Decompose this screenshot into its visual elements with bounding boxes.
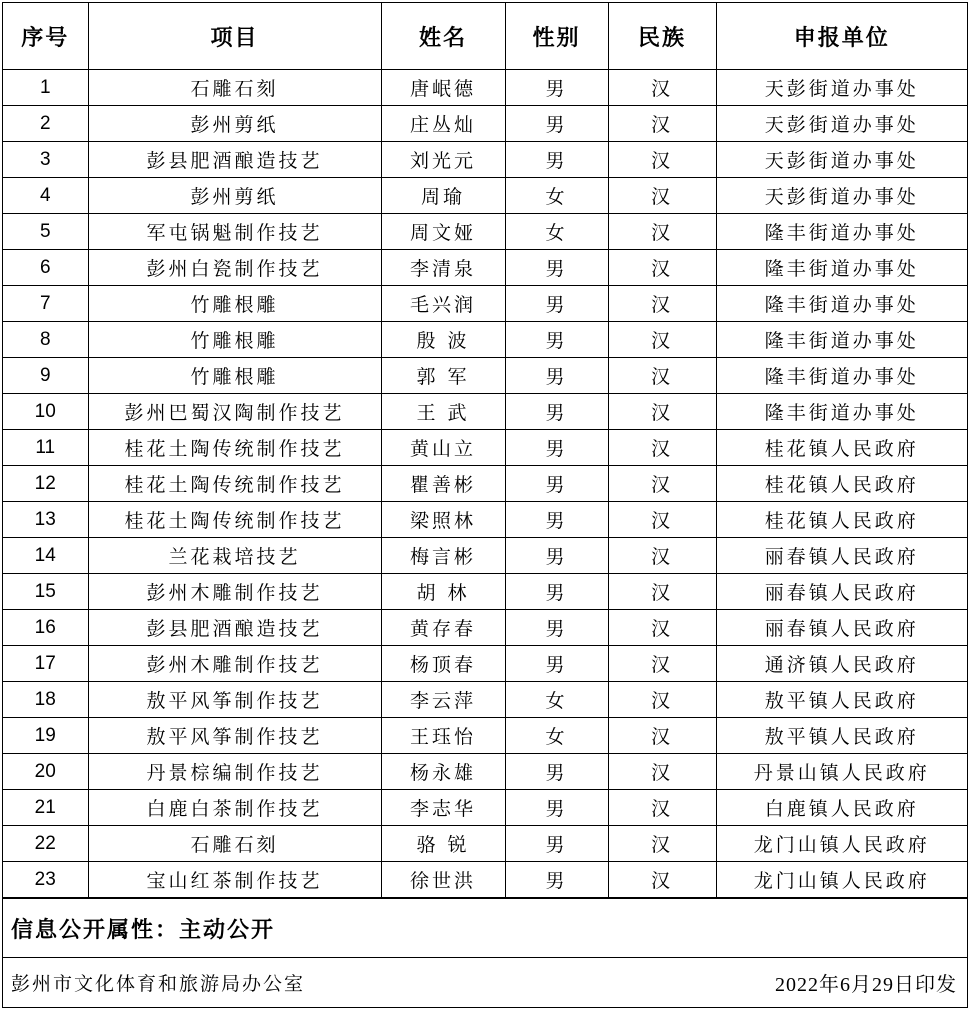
cell-ethnicity: 汉 xyxy=(608,142,716,178)
issue-date: 2022年6月29日印发 xyxy=(775,973,957,996)
table-row xyxy=(3,502,967,538)
header-unit: 申报单位 xyxy=(716,3,967,70)
table-row xyxy=(3,178,967,214)
cell-gender: 男 xyxy=(505,106,608,142)
cell-project: 桂花土陶传统制作技艺 xyxy=(88,430,381,466)
cell-project: 彭州剪纸 xyxy=(88,106,381,142)
cell-serial: 18 xyxy=(3,682,88,718)
cell-serial: 6 xyxy=(3,250,88,286)
cell-name: 周瑜 xyxy=(381,178,505,214)
cell-ethnicity: 汉 xyxy=(608,718,716,754)
cell-ethnicity: 汉 xyxy=(608,646,716,682)
cell-unit: 丽春镇人民政府 xyxy=(716,610,967,646)
cell-name: 徐世洪 xyxy=(381,862,505,898)
cell-gender: 女 xyxy=(505,682,608,718)
cell-ethnicity: 汉 xyxy=(608,862,716,898)
cell-name: 骆 锐 xyxy=(381,826,505,862)
table-row xyxy=(3,826,967,862)
table-row xyxy=(3,142,967,178)
header-name: 姓名 xyxy=(381,3,505,70)
cell-gender: 男 xyxy=(505,322,608,358)
footer xyxy=(3,958,967,1006)
cell-gender: 男 xyxy=(505,142,608,178)
cell-ethnicity: 汉 xyxy=(608,250,716,286)
cell-gender: 男 xyxy=(505,574,608,610)
cell-gender: 男 xyxy=(505,754,608,790)
cell-unit: 天彭街道办事处 xyxy=(716,106,967,142)
cell-unit: 桂花镇人民政府 xyxy=(716,502,967,538)
cell-serial: 3 xyxy=(3,142,88,178)
cell-serial: 23 xyxy=(3,862,88,898)
cell-project: 石雕石刻 xyxy=(88,826,381,862)
cell-ethnicity: 汉 xyxy=(608,430,716,466)
cell-name: 胡 林 xyxy=(381,574,505,610)
cell-gender: 女 xyxy=(505,178,608,214)
cell-serial: 17 xyxy=(3,646,88,682)
cell-name: 李清泉 xyxy=(381,250,505,286)
cell-serial: 4 xyxy=(3,178,88,214)
table-row xyxy=(3,538,967,574)
cell-serial: 11 xyxy=(3,430,88,466)
cell-project: 彭州木雕制作技艺 xyxy=(88,574,381,610)
cell-gender: 男 xyxy=(505,358,608,394)
cell-name: 王珏怡 xyxy=(381,718,505,754)
cell-ethnicity: 汉 xyxy=(608,394,716,430)
cell-gender: 男 xyxy=(505,70,608,106)
cell-serial: 19 xyxy=(3,718,88,754)
cell-project: 石雕石刻 xyxy=(88,70,381,106)
table-row xyxy=(3,862,967,898)
cell-gender: 男 xyxy=(505,430,608,466)
table-row xyxy=(3,358,967,394)
cell-ethnicity: 汉 xyxy=(608,322,716,358)
cell-project: 竹雕根雕 xyxy=(88,286,381,322)
cell-gender: 男 xyxy=(505,250,608,286)
cell-serial: 8 xyxy=(3,322,88,358)
table-row xyxy=(3,682,967,718)
header-serial: 序号 xyxy=(3,3,88,70)
cell-name: 梁照林 xyxy=(381,502,505,538)
cell-name: 黄存春 xyxy=(381,610,505,646)
cell-serial: 14 xyxy=(3,538,88,574)
table-header-row xyxy=(3,3,967,70)
cell-project: 敖平风筝制作技艺 xyxy=(88,682,381,718)
cell-unit: 白鹿镇人民政府 xyxy=(716,790,967,826)
cell-serial: 21 xyxy=(3,790,88,826)
cell-name: 周文娅 xyxy=(381,214,505,250)
cell-serial: 5 xyxy=(3,214,88,250)
table-row xyxy=(3,790,967,826)
cell-project: 彭州白瓷制作技艺 xyxy=(88,250,381,286)
cell-unit: 敖平镇人民政府 xyxy=(716,718,967,754)
cell-serial: 20 xyxy=(3,754,88,790)
table-row xyxy=(3,430,967,466)
table-row xyxy=(3,70,967,106)
cell-project: 丹景棕编制作技艺 xyxy=(88,754,381,790)
cell-project: 竹雕根雕 xyxy=(88,322,381,358)
cell-unit: 龙门山镇人民政府 xyxy=(716,826,967,862)
cell-name: 梅言彬 xyxy=(381,538,505,574)
table-row xyxy=(3,250,967,286)
cell-serial: 22 xyxy=(3,826,88,862)
cell-unit: 丽春镇人民政府 xyxy=(716,574,967,610)
cell-ethnicity: 汉 xyxy=(608,610,716,646)
cell-name: 王 武 xyxy=(381,394,505,430)
cell-project: 桂花土陶传统制作技艺 xyxy=(88,466,381,502)
table-row xyxy=(3,106,967,142)
header-ethnicity: 民族 xyxy=(608,3,716,70)
cell-project: 彭州剪纸 xyxy=(88,178,381,214)
cell-ethnicity: 汉 xyxy=(608,682,716,718)
cell-ethnicity: 汉 xyxy=(608,826,716,862)
cell-ethnicity: 汉 xyxy=(608,178,716,214)
cell-ethnicity: 汉 xyxy=(608,790,716,826)
cell-project: 宝山红茶制作技艺 xyxy=(88,862,381,898)
cell-name: 李志华 xyxy=(381,790,505,826)
cell-project: 军屯锅魁制作技艺 xyxy=(88,214,381,250)
cell-serial: 2 xyxy=(3,106,88,142)
cell-gender: 男 xyxy=(505,502,608,538)
cell-unit: 丹景山镇人民政府 xyxy=(716,754,967,790)
cell-project: 彭县肥酒酿造技艺 xyxy=(88,610,381,646)
cell-unit: 隆丰街道办事处 xyxy=(716,214,967,250)
cell-ethnicity: 汉 xyxy=(608,286,716,322)
cell-unit: 敖平镇人民政府 xyxy=(716,682,967,718)
table-row xyxy=(3,394,967,430)
cell-project: 白鹿白茶制作技艺 xyxy=(88,790,381,826)
cell-serial: 9 xyxy=(3,358,88,394)
cell-name: 唐岷德 xyxy=(381,70,505,106)
cell-ethnicity: 汉 xyxy=(608,214,716,250)
cell-gender: 男 xyxy=(505,538,608,574)
cell-unit: 天彭街道办事处 xyxy=(716,70,967,106)
cell-unit: 隆丰街道办事处 xyxy=(716,286,967,322)
cell-unit: 隆丰街道办事处 xyxy=(716,322,967,358)
cell-gender: 男 xyxy=(505,466,608,502)
cell-project: 彭县肥酒酿造技艺 xyxy=(88,142,381,178)
cell-project: 彭州木雕制作技艺 xyxy=(88,646,381,682)
table-body xyxy=(3,70,967,898)
cell-name: 杨永雄 xyxy=(381,754,505,790)
cell-unit: 龙门山镇人民政府 xyxy=(716,862,967,898)
cell-serial: 13 xyxy=(3,502,88,538)
table-row xyxy=(3,466,967,502)
cell-name: 杨顶春 xyxy=(381,646,505,682)
cell-unit: 桂花镇人民政府 xyxy=(716,430,967,466)
header-project: 项目 xyxy=(88,3,381,70)
cell-unit: 隆丰街道办事处 xyxy=(716,394,967,430)
document-sheet xyxy=(2,2,968,1008)
table-row xyxy=(3,646,967,682)
cell-name: 郭 军 xyxy=(381,358,505,394)
cell-serial: 16 xyxy=(3,610,88,646)
cell-unit: 隆丰街道办事处 xyxy=(716,358,967,394)
cell-serial: 15 xyxy=(3,574,88,610)
table-row xyxy=(3,718,967,754)
cell-unit: 隆丰街道办事处 xyxy=(716,250,967,286)
table-row xyxy=(3,214,967,250)
cell-ethnicity: 汉 xyxy=(608,574,716,610)
cell-project: 彭州巴蜀汉陶制作技艺 xyxy=(88,394,381,430)
cell-gender: 女 xyxy=(505,718,608,754)
cell-ethnicity: 汉 xyxy=(608,538,716,574)
cell-serial: 12 xyxy=(3,466,88,502)
cell-ethnicity: 汉 xyxy=(608,502,716,538)
cell-gender: 男 xyxy=(505,790,608,826)
cell-name: 庄丛灿 xyxy=(381,106,505,142)
cell-ethnicity: 汉 xyxy=(608,70,716,106)
cell-name: 李云萍 xyxy=(381,682,505,718)
cell-gender: 男 xyxy=(505,826,608,862)
cell-project: 兰花栽培技艺 xyxy=(88,538,381,574)
cell-gender: 男 xyxy=(505,286,608,322)
cell-project: 竹雕根雕 xyxy=(88,358,381,394)
cell-project: 敖平风筝制作技艺 xyxy=(88,718,381,754)
table-row xyxy=(3,574,967,610)
cell-ethnicity: 汉 xyxy=(608,754,716,790)
disclosure-attribute: 信息公开属性：主动公开 xyxy=(3,898,967,958)
cell-unit: 天彭街道办事处 xyxy=(716,178,967,214)
cell-gender: 男 xyxy=(505,394,608,430)
cell-ethnicity: 汉 xyxy=(608,106,716,142)
cell-gender: 男 xyxy=(505,610,608,646)
cell-name: 刘光元 xyxy=(381,142,505,178)
cell-name: 殷 波 xyxy=(381,322,505,358)
cell-unit: 桂花镇人民政府 xyxy=(716,466,967,502)
cell-ethnicity: 汉 xyxy=(608,466,716,502)
cell-gender: 男 xyxy=(505,862,608,898)
cell-ethnicity: 汉 xyxy=(608,358,716,394)
cell-name: 毛兴润 xyxy=(381,286,505,322)
cell-gender: 男 xyxy=(505,646,608,682)
cell-unit: 天彭街道办事处 xyxy=(716,142,967,178)
issuing-office: 彭州市文化体育和旅游局办公室 xyxy=(11,972,306,995)
cell-project: 桂花土陶传统制作技艺 xyxy=(88,502,381,538)
cell-serial: 1 xyxy=(3,70,88,106)
table-row xyxy=(3,322,967,358)
table-row xyxy=(3,610,967,646)
cell-unit: 通济镇人民政府 xyxy=(716,646,967,682)
cell-name: 瞿善彬 xyxy=(381,466,505,502)
cell-serial: 7 xyxy=(3,286,88,322)
cell-serial: 10 xyxy=(3,394,88,430)
cell-gender: 女 xyxy=(505,214,608,250)
header-gender: 性别 xyxy=(505,3,608,70)
table-row xyxy=(3,286,967,322)
cell-name: 黄山立 xyxy=(381,430,505,466)
inheritor-table xyxy=(3,3,967,898)
cell-unit: 丽春镇人民政府 xyxy=(716,538,967,574)
table-row xyxy=(3,754,967,790)
